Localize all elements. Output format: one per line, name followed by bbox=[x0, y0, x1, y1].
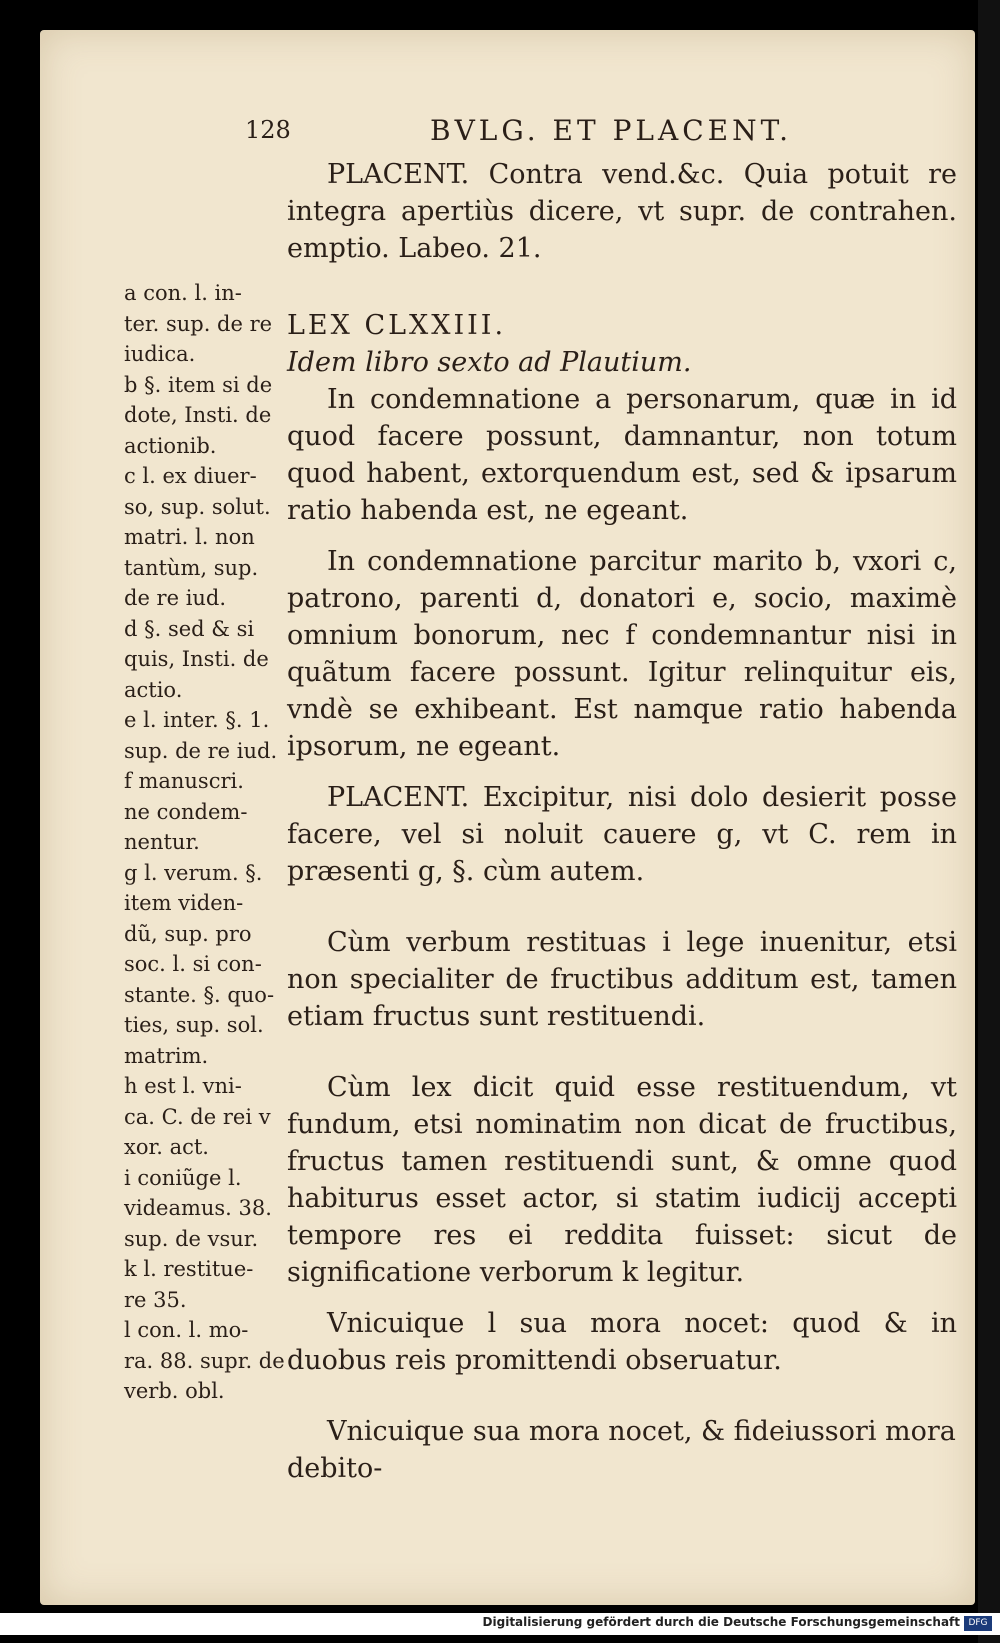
margin-note: l con. l. mo- bbox=[124, 1318, 249, 1342]
paragraph-placent-2: PLACENT. Excipitur, nisi dolo desierit posse facere, vel si noluit cauere g, vt C. rem in præsenti g, §. cùm autem. bbox=[287, 782, 957, 887]
margin-notes bbox=[124, 278, 294, 1407]
margin-note: matrim. bbox=[124, 1043, 209, 1068]
margin-note: h est l. vni- bbox=[124, 1074, 242, 1098]
margin-note: ties, sup. sol. bbox=[124, 1013, 264, 1037]
lex-subtitle: Idem libro sexto ad Plautium. bbox=[287, 347, 692, 378]
margin-note: ra. 88. supr. de bbox=[124, 1348, 285, 1373]
margin-note: iudica. bbox=[124, 342, 196, 366]
running-head: BVLG. ET PLACENT. bbox=[430, 114, 793, 147]
margin-note: actio. bbox=[124, 677, 183, 702]
paragraph-placent-1: PLACENT. Contra vend.&c. Quia potuit re integra apertiùs dicere, vt supr. de contrahen. emptio. Labeo. 21. bbox=[287, 159, 957, 264]
paragraph-5: Vnicuique l sua mora nocet: quod & in duobus reis promittendi obseruatur. bbox=[287, 1308, 957, 1376]
margin-note: ca. C. de rei v bbox=[124, 1104, 271, 1129]
margin-note: actionib. bbox=[124, 433, 217, 458]
margin-note: sup. de re iud. bbox=[124, 738, 278, 763]
margin-note: c l. ex diuer- bbox=[124, 464, 257, 488]
paragraph-1: In condemnatione a personarum, quæ in id quod facere possunt, damnantur, non totum quod habent, extorquendum est, sed & ipsarum ratio habenda est, ne egeant. bbox=[287, 384, 957, 526]
paragraph-6: Vnicuique sua mora nocet, & fideiussori mora bbox=[327, 1416, 956, 1447]
margin-note: f manuscri. bbox=[124, 769, 244, 793]
margin-note: soc. l. si con- bbox=[124, 952, 262, 976]
margin-note: item viden- bbox=[124, 891, 244, 915]
paragraph-2: In condemnatione parcitur marito b, vxori c, patrono, parenti d, donatori e, socio, maximè omnium bonorum, nec f condemnantur nisi in quãtum facere possunt. Igitur relinquitur eis, vndè se exhibeant. Est namque ratio habenda ipsorum, ne egeant. bbox=[287, 546, 957, 762]
margin-note: ter. sup. de re bbox=[124, 311, 273, 336]
margin-note: dũ, sup. pro bbox=[124, 921, 252, 946]
margin-note: xor. act. bbox=[124, 1135, 209, 1159]
page-header bbox=[40, 110, 975, 150]
catchword: debito- bbox=[287, 1453, 383, 1484]
footer-bar bbox=[0, 1613, 1000, 1635]
margin-note: videamus. 38. bbox=[124, 1196, 272, 1220]
paragraph-3: Cùm verbum restituas i lege inuenitur, etsi non specialiter de fructibus additum est, tamen etiam fructus sunt restituendi. bbox=[287, 927, 957, 1032]
margin-note: b §. item si de bbox=[124, 372, 273, 397]
margin-note: tantùm, sup. bbox=[124, 555, 259, 580]
margin-note: g l. verum. §. bbox=[124, 860, 263, 885]
margin-note: ne condem- bbox=[124, 799, 248, 824]
margin-note: de re iud. bbox=[124, 586, 227, 610]
margin-note: e l. inter. §. 1. bbox=[124, 708, 270, 732]
margin-note: re 35. bbox=[124, 1287, 187, 1312]
margin-note: matri. l. non bbox=[124, 525, 255, 549]
margin-note: verb. obl. bbox=[124, 1379, 225, 1403]
margin-note: d §. sed & si bbox=[124, 616, 255, 641]
margin-note: stante. §. quo- bbox=[124, 982, 275, 1007]
paragraph-4: Cùm lex dicit quid esse restituendum, vt fundum, etsi nominatim non dicat de fructibus, fructus tamen restituendi sunt, & omne quod habiturus esset actor, si statim iudicij accepti tempore res ei reddita fuisset: sicut de significatione verborum k legitur. bbox=[287, 1072, 957, 1288]
margin-note: nentur. bbox=[124, 830, 200, 854]
book-page bbox=[40, 30, 975, 1605]
main-text bbox=[287, 156, 957, 1487]
margin-note: k l. restitue- bbox=[124, 1257, 254, 1281]
margin-note: so, sup. solut. bbox=[124, 494, 271, 519]
margin-note: quis, Insti. de bbox=[124, 647, 269, 671]
margin-note: a con. l. in- bbox=[124, 281, 242, 305]
margin-note: dote, Insti. de bbox=[124, 403, 272, 427]
margin-note: sup. de vsur. bbox=[124, 1226, 259, 1251]
margin-note: i coniũge l. bbox=[124, 1165, 242, 1190]
footer-credit: Digitalisierung gefördert durch die Deutsche Forschungsgemeinschaft bbox=[482, 1615, 960, 1629]
dfg-logo-icon: DFG bbox=[964, 1616, 992, 1631]
lex-title: LEX CLXXIII. bbox=[287, 310, 507, 341]
book-edge bbox=[978, 0, 1000, 1643]
page-number: 128 bbox=[245, 116, 291, 144]
